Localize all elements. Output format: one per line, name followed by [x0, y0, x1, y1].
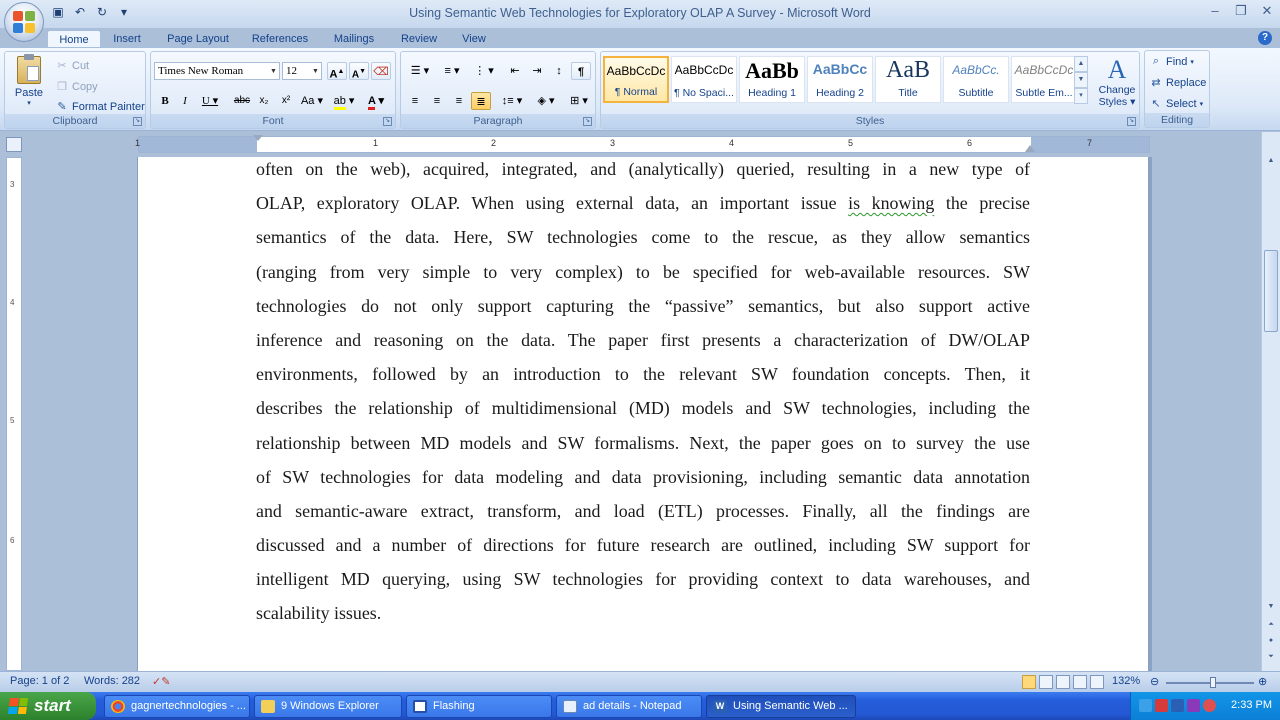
numbering-icon[interactable]: ≡ ▾ [444, 65, 460, 77]
underline-icon[interactable]: U ▾ [201, 95, 219, 107]
previous-page-icon[interactable]: ⏶ [1268, 621, 1274, 628]
chevron-down-icon: ▼ [312, 67, 319, 75]
grow-font-icon[interactable]: A▲ [327, 62, 347, 80]
minimize-button[interactable]: – [1211, 3, 1219, 18]
font-color-icon[interactable]: A ▾ [363, 92, 389, 110]
taskbar-item-flashing[interactable]: Flashing [406, 695, 552, 718]
zoom-slider[interactable] [1166, 682, 1254, 684]
title-bar [0, 0, 1280, 28]
font-launcher-icon[interactable]: ↘ [384, 118, 391, 124]
align-center-icon[interactable]: ≡ [433, 95, 441, 107]
style-normal[interactable]: AaBbCcDc ¶ Normal [603, 56, 669, 103]
tab-review[interactable]: Review [400, 33, 438, 45]
window-title: Using Semantic Web Technologies for Exploratory OLAP A Survey - Microsoft Word [409, 6, 871, 20]
text-line: discussed and a number of directions for future research are outlined, including SW support for [256, 535, 1030, 556]
system-tray [1130, 692, 1280, 720]
text-line: inference and reasoning on the data. The paper first presents a characterization of DW/OLAP [256, 329, 1030, 350]
office-button[interactable] [4, 2, 44, 42]
notepad-icon [563, 700, 577, 713]
shrink-font-icon[interactable]: A▼ [349, 62, 369, 80]
office-logo-icon [13, 11, 35, 33]
paragraph-group-label: Paragraph [401, 114, 595, 128]
copy-button[interactable]: ❐ Copy [55, 80, 98, 93]
indent-marker-icon[interactable] [253, 135, 263, 141]
redo-icon[interactable]: ↻ [96, 5, 108, 19]
taskbar-item-notepad[interactable]: ad details - Notepad [556, 695, 702, 718]
brush-icon: ✎ [57, 101, 67, 113]
draft-icon[interactable] [1090, 675, 1104, 689]
document-page[interactable] [137, 157, 1149, 671]
binoculars-icon: ⌕ [1152, 55, 1160, 67]
increase-indent-icon[interactable]: ⇥ [532, 65, 542, 77]
vertical-ruler[interactable]: 3 4 5 6 [6, 157, 22, 671]
paste-label: Paste [14, 87, 44, 99]
change-styles-icon: A [1107, 55, 1127, 84]
gallery-more-icon[interactable]: ▾ [1074, 88, 1088, 104]
zoom-level[interactable]: 132% [1112, 675, 1141, 687]
undo-icon[interactable]: ↶ [74, 5, 86, 19]
document-text[interactable] [256, 157, 1030, 631]
font-group-label: Font [151, 114, 395, 128]
text-line: often on the web), acquired, integrated, and (analytically) queried, resulting in a new type of [256, 159, 1030, 179]
superscript-icon[interactable]: x² [281, 95, 291, 106]
styles-group-label: Styles [601, 114, 1139, 128]
vertical-scrollbar[interactable] [1261, 132, 1280, 671]
justify-icon[interactable]: ≣ [471, 92, 491, 110]
clear-formatting-icon[interactable]: ⌫ [371, 62, 391, 80]
paste-button[interactable] [11, 56, 47, 114]
zoom-out-icon[interactable]: ⊖ [1150, 676, 1160, 688]
text-line: relationship between MD models and SW formalisms. Next, the paper goes on to survey the use [256, 432, 1030, 453]
ruler-row [0, 132, 1280, 157]
page-count[interactable]: Page: 1 of 2 [10, 675, 70, 687]
clipboard-group-label: Clipboard [5, 114, 145, 128]
styles-launcher-icon[interactable]: ↘ [1128, 118, 1135, 124]
clipboard-group [4, 51, 146, 129]
right-indent-marker-icon[interactable] [1025, 145, 1035, 152]
format-painter-button[interactable]: ✎ Format Painter [55, 100, 145, 113]
tab-page-layout[interactable]: Page Layout [167, 33, 229, 45]
strikethrough-icon[interactable]: abc [233, 95, 251, 106]
close-button[interactable]: ✕ [1261, 3, 1273, 18]
cut-button[interactable]: ✂ Cut [55, 59, 89, 72]
multilevel-list-icon[interactable]: ⋮ ▾ [474, 65, 494, 77]
outline-icon[interactable] [1073, 675, 1087, 689]
tab-view[interactable]: View [462, 33, 486, 45]
word-icon: W [713, 700, 727, 713]
font-size-combo[interactable]: 12 ▼ [282, 62, 322, 80]
window-icon [413, 700, 427, 713]
tray-network-icon[interactable] [1139, 699, 1152, 712]
gallery-down-icon[interactable]: ▼ [1074, 72, 1088, 88]
text-line: OLAP, exploratory OLAP. When using external data, an important issue is knowing the precise [256, 193, 1030, 214]
style-subtle-emphasis[interactable]: AaBbCcDc Subtle Em... [1011, 56, 1077, 103]
tab-selector-icon[interactable] [6, 137, 22, 152]
text-line: intelligent MD querying, using SW technologies for providing context to data warehouses, and [256, 569, 1030, 590]
gallery-up-icon[interactable]: ▲ [1074, 56, 1088, 72]
text-line: describes the relationship of multidimensional (MD) models and SW technologies, including the [256, 398, 1030, 419]
font-group [150, 51, 396, 129]
tab-mailings[interactable]: Mailings [333, 33, 375, 45]
clock[interactable]: 2:33 PM [1231, 699, 1272, 711]
chevron-down-icon: ▼ [270, 67, 277, 75]
italic-icon[interactable]: I [183, 95, 187, 107]
highlight-color-icon[interactable]: ab ▾ [331, 92, 357, 110]
tab-references[interactable]: References [251, 33, 309, 45]
text-line: semantics of the data. Here, SW technologies come to the rescue, as they allow semantics [256, 227, 1030, 248]
change-case-icon[interactable]: Aa ▾ [300, 95, 324, 107]
scrollbar-thumb[interactable] [1264, 250, 1278, 332]
shading-icon[interactable]: ◈ ▾ [537, 95, 555, 107]
sort-icon[interactable]: ↕ [556, 65, 562, 77]
taskbar-item-chrome[interactable]: gagnertechnologies - ... [104, 695, 250, 718]
clipboard-launcher-icon[interactable]: ↘ [134, 118, 141, 124]
taskbar [0, 692, 1280, 720]
text-line: and semantic-aware extract, transform, and load (ETL) processes. Finally, all the findings are [256, 500, 1030, 521]
cursor-icon: ↖ [1151, 98, 1161, 110]
copy-icon: ❐ [57, 81, 67, 93]
browse-object-icon[interactable]: ● [1268, 637, 1274, 644]
select-button[interactable]: ↖ Select ▾ [1149, 97, 1203, 110]
bold-icon[interactable]: B [161, 95, 169, 107]
taskbar-item-word[interactable]: W Using Semantic Web ... [706, 695, 856, 718]
change-styles-button[interactable]: A Change Styles ▾ [1095, 56, 1139, 114]
text-line: (ranging from very simple to very complex) to be specified for web-available resources. SW [256, 261, 1030, 282]
word-count[interactable]: Words: 282 [84, 675, 141, 687]
status-bar [0, 671, 1280, 692]
align-left-icon[interactable]: ≡ [411, 95, 419, 107]
quick-access-toolbar [50, 4, 132, 20]
style-gallery [603, 56, 1074, 104]
editing-group [1144, 50, 1210, 128]
save-icon[interactable]: ▣ [52, 5, 64, 19]
line-spacing-icon[interactable]: ↕≡ ▾ [501, 95, 523, 107]
borders-icon[interactable]: ⊞ ▾ [570, 95, 588, 107]
replace-button[interactable]: ⇄ Replace [1149, 76, 1206, 89]
style-title[interactable]: AaB Title [875, 56, 941, 103]
replace-icon: ⇄ [1151, 77, 1161, 89]
scroll-down-icon[interactable]: ▼ [1267, 603, 1275, 610]
taskbar-item-explorer[interactable]: 9 Windows Explorer [254, 695, 402, 718]
bullets-icon[interactable]: ☰ ▾ [410, 65, 430, 77]
tray-volume-icon[interactable] [1187, 699, 1200, 712]
paragraph-launcher-icon[interactable]: ↘ [584, 118, 591, 124]
tab-insert[interactable]: Insert [113, 33, 141, 45]
tray-alert-icon[interactable] [1203, 699, 1216, 712]
tab-home[interactable]: Home [47, 30, 101, 49]
text-line: technologies do not only support capturing the “passive” semantics, but also support active [256, 295, 1030, 316]
grammar-squiggle[interactable]: is knowing [848, 193, 935, 214]
align-right-icon[interactable]: ≡ [455, 95, 463, 107]
style-gallery-scroll [1074, 56, 1088, 107]
style-heading-2[interactable]: AaBbCc Heading 2 [807, 56, 873, 103]
text-line: scalability issues. [256, 603, 382, 624]
next-page-icon[interactable]: ⏷ [1268, 653, 1274, 660]
ribbon-tabs [0, 28, 1280, 48]
font-name-combo[interactable]: Times New Roman ▼ [154, 62, 280, 80]
tray-app-icon[interactable] [1171, 699, 1184, 712]
restore-button[interactable]: ❐ [1235, 3, 1247, 18]
tray-antivirus-icon[interactable] [1155, 699, 1168, 712]
text-line: environments, followed by an introduction to the relevant SW foundation concepts. Then, it [256, 364, 1030, 385]
find-button[interactable]: ⌕ Find ▾ [1149, 55, 1194, 68]
scissors-icon: ✂ [57, 60, 67, 72]
style-heading-1[interactable]: AaBb Heading 1 [739, 56, 805, 103]
paste-icon [17, 56, 41, 84]
help-icon[interactable]: ? [1258, 31, 1272, 45]
zoom-in-icon[interactable]: ⊕ [1258, 676, 1268, 688]
subscript-icon[interactable]: x₂ [259, 95, 269, 106]
decrease-indent-icon[interactable]: ⇤ [510, 65, 520, 77]
show-formatting-icon[interactable]: ¶ [571, 62, 591, 80]
chrome-icon [111, 700, 125, 713]
zoom-slider-knob[interactable] [1210, 677, 1216, 688]
start-button[interactable]: start [0, 692, 96, 720]
document-area [23, 157, 1261, 671]
customize-qat-icon[interactable]: ▾ [120, 5, 128, 19]
proofing-icon[interactable]: ✓✎ [152, 676, 171, 688]
paste-dropdown-icon: ▾ [27, 100, 31, 107]
horizontal-ruler[interactable]: 1 1 2 3 4 5 6 7 [138, 136, 1150, 153]
web-layout-icon[interactable] [1056, 675, 1070, 689]
windows-logo-icon [8, 698, 28, 714]
folder-icon [261, 700, 275, 713]
scroll-up-icon[interactable]: ▲ [1267, 157, 1275, 164]
print-layout-icon[interactable] [1022, 675, 1036, 689]
style-subtitle[interactable]: AaBbCc. Subtitle [943, 56, 1009, 103]
editing-group-label: Editing [1145, 113, 1209, 127]
text-line: of SW technologies for data modeling and data provisioning, including semantic data annotation [256, 466, 1030, 487]
full-screen-reading-icon[interactable] [1039, 675, 1053, 689]
paragraph-group [400, 51, 596, 129]
style-no-spacing[interactable]: AaBbCcDc ¶ No Spaci... [671, 56, 737, 103]
